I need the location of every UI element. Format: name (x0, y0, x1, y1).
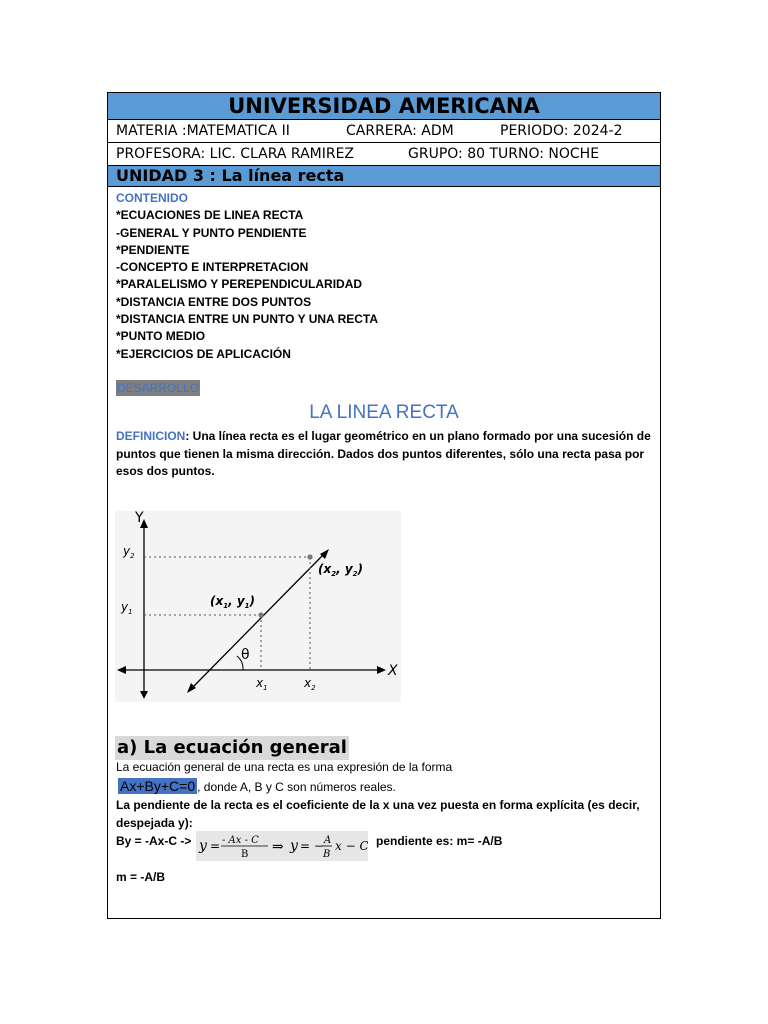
contenido-heading: CONTENIDO (116, 191, 188, 205)
eq-equals: = (210, 839, 221, 853)
equation-image (196, 831, 368, 861)
carrera-label: CARRERA: ADM (346, 123, 454, 139)
document-sheet (107, 92, 661, 919)
by-equation: By = -Ax-C -> (116, 834, 192, 848)
equation-svg (196, 831, 368, 861)
materia-label: MATERIA :MATEMATICA II (116, 123, 290, 139)
y2-label: $y_2$ (123, 544, 135, 560)
eq-implies: ⇒ (272, 839, 284, 855)
section-a-title: a) La ecuación general (117, 737, 347, 758)
eq-numerator: - Ax - C (222, 835, 259, 846)
definition-text: : Una línea recta es el lugar geométrico en un plano formado por una sucesión de puntos que tienen la misma dirección. Dados dos puntos diferentes, sólo una recta pasa por esos dos puntos. (116, 429, 651, 478)
unit-title: UNIDAD 3 : La línea recta (108, 166, 660, 187)
eq-equals-2: = − (300, 839, 324, 853)
theta-label: θ (241, 647, 250, 663)
section-a-intro: La ecuación general de una recta es una expresión de la forma (116, 760, 453, 774)
university-title: UNIVERSIDAD AMERICANA (108, 93, 660, 120)
definition-label: DEFINICION (116, 429, 186, 443)
eq-y: y (199, 838, 207, 854)
pendiente-es: pendiente es: m= -A/B (376, 834, 503, 848)
list-item: *EJERCICIOS DE APLICACIÓN (116, 346, 291, 361)
teacher-info-row (108, 143, 660, 166)
list-item: *PUNTO MEDIO (116, 329, 206, 344)
formula-tail: , donde A, B y C son números reales. (197, 780, 396, 794)
y1-label: $y_1$ (121, 600, 133, 616)
section-title: LA LINEA RECTA (309, 402, 459, 423)
list-item: *PENDIENTE (116, 242, 190, 257)
formula-line (118, 778, 396, 794)
list-item: -CONCEPTO E INTERPRETACION (116, 260, 309, 275)
x1-label: $x_1$ (256, 676, 268, 692)
line-graph-figure (115, 511, 401, 702)
general-formula: Ax+By+C=0 (120, 778, 196, 794)
eq-tail: x − C (335, 839, 368, 853)
course-info-row (108, 120, 660, 143)
recta-line (192, 554, 324, 688)
point-2 (307, 554, 312, 559)
definition-paragraph (116, 428, 656, 481)
list-item: *DISTANCIA ENTRE UN PUNTO Y UNA RECTA (116, 312, 379, 327)
x-axis-arrow (377, 666, 386, 674)
list-item: -GENERAL Y PUNTO PENDIENTE (116, 225, 307, 240)
list-item: *PARALELISMO Y PEREPENDICULARIDAD (116, 277, 363, 292)
point-1 (258, 612, 263, 617)
eq-denominator: B (241, 849, 249, 860)
eq-frac-den: B (323, 849, 331, 860)
pendiente-paragraph: La pendiente de la recta es el coeficiente de la x una vez puesta en forma explícita (es decir, despejada y): (116, 798, 640, 830)
point-1-label: ($x_1$, $y_1$) (210, 594, 256, 610)
grupo-label: GRUPO: 80 TURNO: NOCHE (408, 146, 600, 162)
eq-frac-num: A (324, 835, 332, 846)
list-item: *DISTANCIA ENTRE DOS PUNTOS (116, 294, 312, 309)
eq-y2: y (290, 838, 298, 854)
y-axis-label: Y (135, 511, 144, 526)
point-2-label: ($x_2$, $y_2$) (318, 562, 364, 578)
x2-label: $x_2$ (304, 676, 316, 692)
x-axis-label: X (388, 663, 398, 679)
contenido-list (116, 190, 378, 363)
profesora-label: PROFESORA: LIC. CLARA RAMIREZ (116, 146, 355, 162)
y-axis-arrow-down (140, 691, 148, 699)
periodo-label: PERIODO: 2024-2 (500, 123, 623, 139)
list-item: *ECUACIONES DE LINEA RECTA (116, 208, 304, 223)
desarrollo-label: DESARROLLO (117, 381, 200, 395)
line-graph-svg (115, 511, 401, 702)
m-equation: m = -A/B (116, 870, 166, 884)
x-axis-arrow-left (117, 666, 126, 674)
